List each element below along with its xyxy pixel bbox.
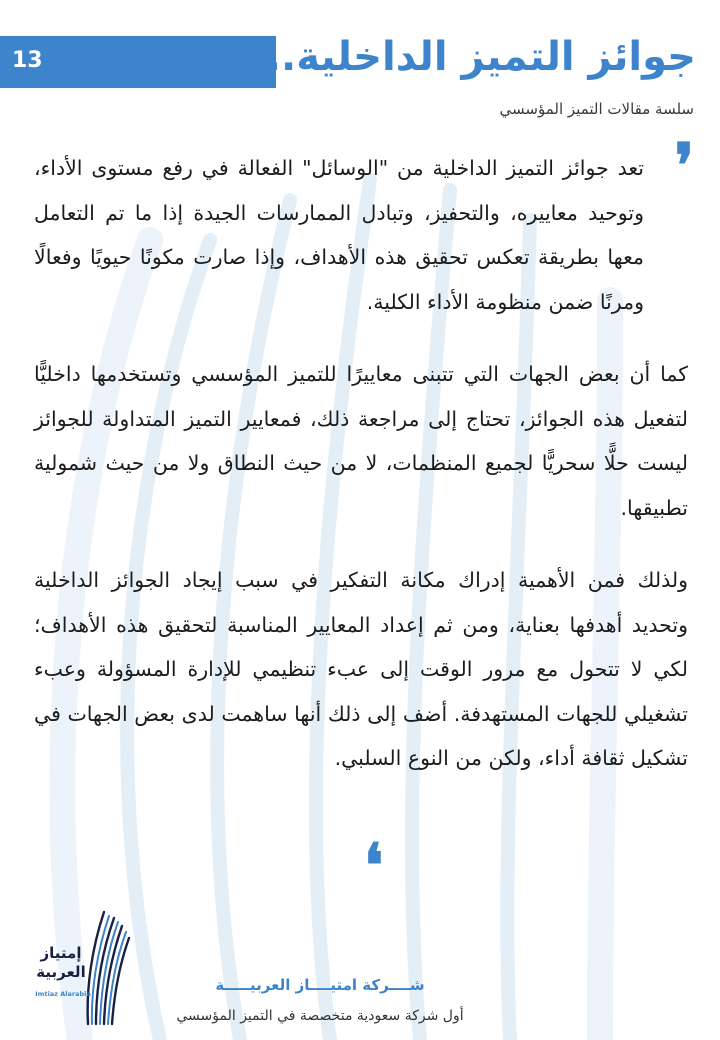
- page-title: جوائز التميز الداخلية..: [265, 34, 696, 80]
- article-body: [34, 146, 688, 809]
- company-name: شــــركة امتيــــاز العربيـــــة: [215, 976, 425, 994]
- article-paragraph: كما أن بعض الجهات التي تتبنى معاييرًا للتميز المؤسسي وتستخدمها داخليًّا لتفعيل هذه الجوائز، تحتاج إلى مراجعة ذلك، فمعايير التميز المتداولة للجوائز ليست حلًّا سحريًّا لجميع المنظمات، لا من حيث النطاق ولا من حيث شمولية تطبيقها.: [34, 362, 688, 520]
- company-logo: [26, 908, 134, 1026]
- logo-wordmark: [26, 944, 96, 982]
- logo-latin-name: Imtiaz Alarabia: [35, 990, 91, 998]
- logo-wordmark-line1: إمتياز: [40, 944, 82, 962]
- logo-wordmark-line2: العربية: [36, 963, 86, 981]
- article-paragraph: ولذلك فمن الأهمية إدراك مكانة التفكير في سبب إيجاد الجوائز الداخلية وتحديد أهدفها بعناية، ومن ثم إعداد المعايير المناسبة لتحقيق هذه الأهداف؛ لكي لا تتحول مع مرور الوقت إلى عبء تنظيمي للإدارة المسؤولة وعبء تشغيلي للجهات المستهدفة. أضف إلى ذلك أنها ساهمت لدى بعض الجهات في تشكيل ثقافة أداء، ولكن من النوع السلبي.: [34, 568, 688, 770]
- page-number: 13: [12, 48, 43, 73]
- company-tagline: أول شركة سعودية متخصصة في التميز المؤسسي: [176, 1008, 464, 1024]
- series-subtitle: سلسة مقالات التميز المؤسسي: [499, 100, 694, 118]
- page-number-badge: [0, 36, 276, 88]
- quote-open-icon: ❜: [674, 131, 694, 201]
- quote-close-icon: ❛: [364, 831, 384, 901]
- article-paragraph: تعد جوائز التميز الداخلية من "الوسائل" الفعالة في رفع مستوى الأداء، وتوحيد معاييره، والتحفيز، وتبادل الممارسات الجيدة إذا ما تم التعامل معها بطريقة تعكس تحقيق هذه الأهداف، وإذا صارت مكونًا حيويًا وفعالًا ومرنًا ضمن منظومة الأداء الكلية.: [34, 156, 644, 314]
